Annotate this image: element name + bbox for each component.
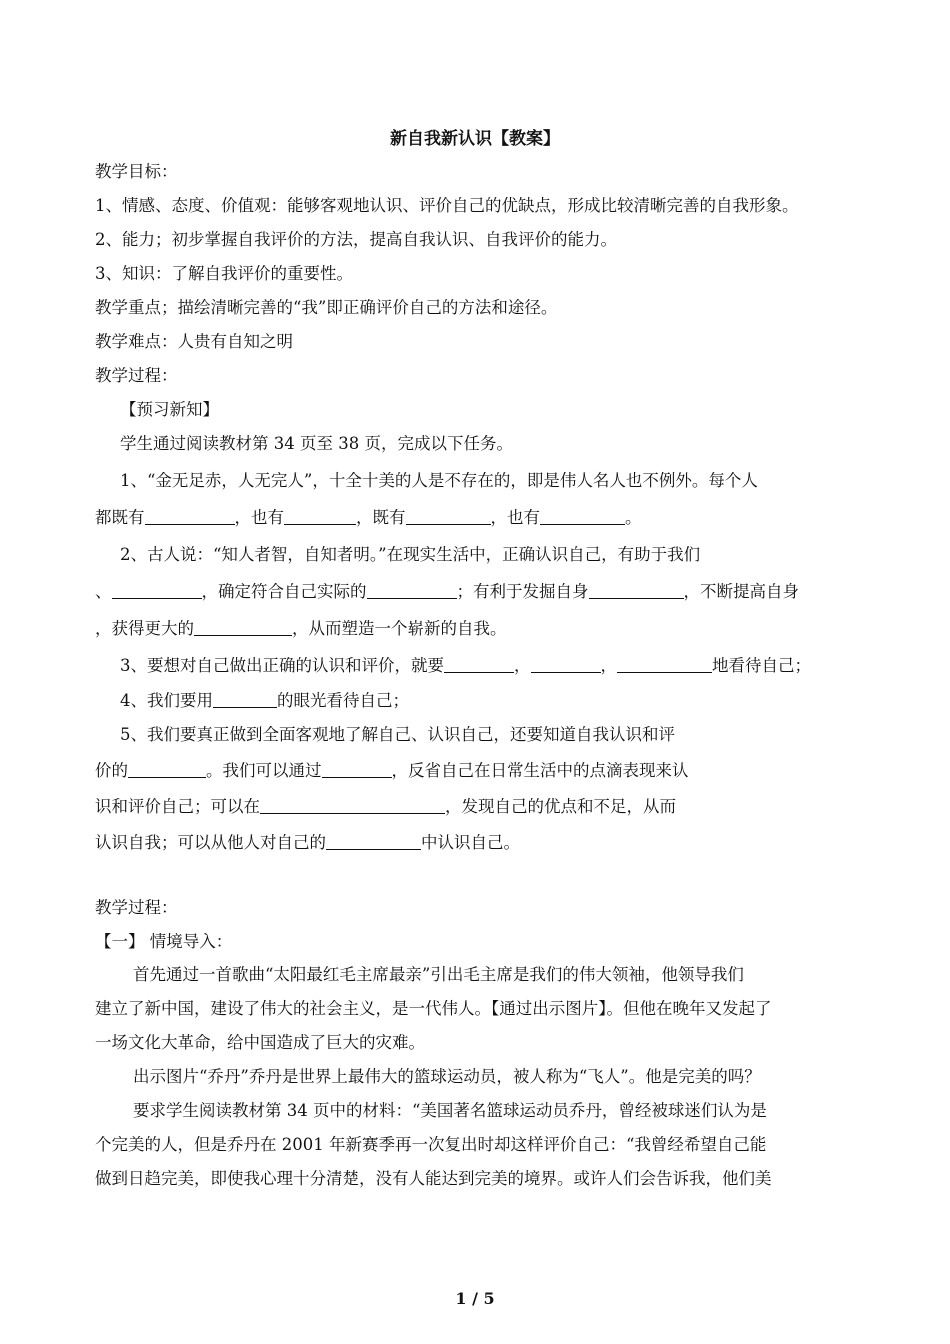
fill-blank: [406, 506, 491, 525]
question-1-line-2: [95, 506, 885, 530]
text-fragment: ，: [600, 656, 617, 675]
paragraph-3-line-3: 做到日趋完美，即使我心理十分清楚，没有人能达到完美的境界。或许人们会告诉我，他们美: [95, 1169, 772, 1188]
fill-blank: [540, 506, 625, 525]
text-fragment: 3、要想对自己做出正确的认识和评价，就要: [120, 656, 444, 675]
text-fragment: 价的: [95, 761, 128, 780]
fill-blank: [367, 580, 457, 599]
text-fragment: 中认识自己。: [421, 833, 520, 852]
fill-blank: [284, 506, 356, 525]
text-fragment: 。我们可以通过: [206, 761, 322, 780]
goals-heading: 教学目标：: [95, 162, 178, 181]
paragraph-3-line-2: 个完美的人，但是乔丹在 2001 年新赛季再一次复出时却这样评价自己：“我曾经希望自己能: [95, 1135, 767, 1154]
fill-blank: [531, 654, 601, 673]
text-fragment: ；有利于发掘自身: [456, 582, 589, 601]
document-title: 新自我新认识【教案】: [390, 129, 560, 149]
paragraph-1-line-1: 首先通过一首歌曲“太阳最红毛主席最亲”引出毛主席是我们的伟大领袖，他领导我们: [133, 965, 744, 984]
page-number: 1 / 5: [455, 1289, 495, 1308]
paragraph-1-line-3: 一场文化大革命，给中国造成了巨大的灾难。: [95, 1033, 425, 1052]
text-fragment: ，既有: [356, 508, 406, 527]
fill-blank: [260, 795, 445, 814]
question-1-line-1: 1、“金无足赤，人无完人”，十全十美的人是不存在的，即是伟人名人也不例外。每个人: [120, 471, 758, 490]
question-2-line-3: [95, 617, 885, 641]
text-fragment: ，从而塑造一个崭新的自我。: [292, 619, 507, 638]
fill-blank: [145, 506, 235, 525]
fill-blank: [322, 759, 392, 778]
key-point: 教学重点；描绘清晰完善的“我”即正确评价自己的方法和途径。: [95, 298, 558, 317]
paragraph-3-line-1: 要求学生阅读教材第 34 页中的材料：“美国著名篮球运动员乔丹，曾经被球迷们认为是: [133, 1101, 767, 1120]
text-fragment: ，不断提高自身: [683, 582, 799, 601]
fill-blank: [213, 689, 277, 708]
preview-heading: 【预习新知】: [120, 400, 219, 419]
text-fragment: 地看待自己；: [712, 656, 811, 675]
text-fragment: ，获得更大的: [95, 619, 194, 638]
process-heading-2: 教学过程：: [95, 898, 178, 917]
text-fragment: ，发现自己的优点和不足，从而: [445, 797, 676, 816]
difficulty: 教学难点：人贵有自知之明: [95, 332, 293, 351]
question-5-line-3: [95, 795, 885, 819]
goal-1: 1、情感、态度、价值观：能够客观地认识、评价自己的优缺点，形成比较清晰完善的自我形象。: [95, 196, 799, 215]
fill-blank: [194, 617, 292, 636]
paragraph-2: 出示图片“乔丹”乔丹是世界上最伟大的篮球运动员，被人称为“飞人”。他是完美的吗？: [133, 1067, 761, 1086]
text-fragment: 的眼光看待自己；: [277, 691, 409, 710]
question-5-line-1: 5、我们要真正做到全面客观地了解自己、认识自己，还要知道自我认识和评: [120, 725, 675, 744]
question-5-line-4: [95, 831, 885, 855]
text-fragment: ，也有: [234, 508, 284, 527]
text-fragment: 识和评价自己；可以在: [95, 797, 260, 816]
text-fragment: 。: [625, 508, 642, 527]
text-fragment: ，: [514, 656, 531, 675]
text-fragment: 都既有: [95, 508, 145, 527]
goal-3: 3、知识：了解自我评价的重要性。: [95, 264, 353, 283]
process-heading: 教学过程：: [95, 366, 178, 385]
fill-blank: [444, 654, 514, 673]
preview-intro: 学生通过阅读教材第 34 页至 38 页，完成以下任务。: [120, 434, 513, 453]
text-fragment: 认识自我；可以从他人对自己的: [95, 833, 326, 852]
text-fragment: ，反省自己在日常生活中的点滴表现来认: [391, 761, 689, 780]
text-fragment: ，也有: [490, 508, 540, 527]
question-2-line-2: [95, 580, 885, 604]
question-3: [120, 654, 910, 678]
question-4: [120, 689, 910, 713]
text-fragment: 4、我们要用: [120, 691, 213, 710]
question-5-line-2: [95, 759, 885, 783]
question-2-line-1: 2、古人说：“知人者智，自知者明。”在现实生活中，正确认识自己，有助于我们: [120, 545, 701, 564]
text-fragment: 、: [95, 582, 112, 601]
fill-blank: [589, 580, 684, 599]
paragraph-1-line-2: 建立了新中国，建设了伟大的社会主义，是一代伟人。【通过出示图片】。但他在晚年又发起了: [95, 999, 772, 1018]
fill-blank: [326, 831, 421, 850]
goal-2: 2、能力；初步掌握自我评价的方法，提高自我认识、自我评价的能力。: [95, 230, 617, 249]
fill-blank: [112, 580, 202, 599]
fill-blank: [128, 759, 206, 778]
text-fragment: ，确定符合自己实际的: [201, 582, 367, 601]
fill-blank: [617, 654, 712, 673]
section-1-heading: 【一】 情境导入：: [95, 932, 233, 951]
